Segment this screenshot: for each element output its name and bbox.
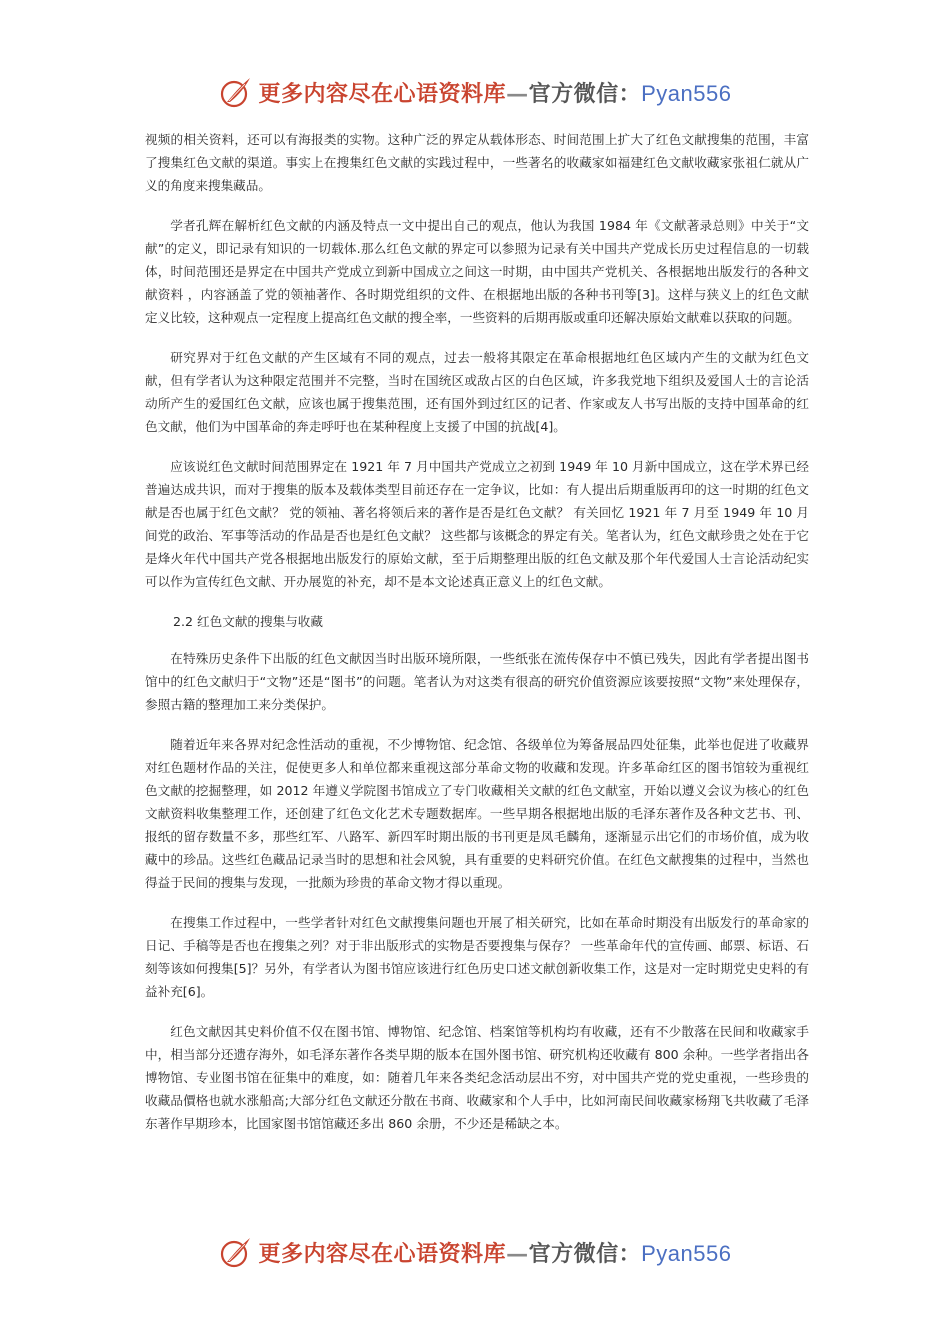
footer-banner bbox=[0, 1232, 950, 1272]
paragraph-5: 在特殊历史条件下出版的红色文献因当时出版环境所限，一些纸张在流传保存中不慎已残失，因此有学者提出图书馆中的红色文献归于“文物”还是“图书”的问题。笔者认为对这类有很高的研究价值资源应该要按照“文物”来处理保存，参照古籍的整理加工来分类保护。 bbox=[145, 651, 809, 712]
banner-title: 更多内容尽在心语资料库—官方微信：Pyan556 bbox=[258, 1240, 732, 1267]
document-body bbox=[145, 128, 809, 1152]
header-banner bbox=[0, 72, 950, 112]
banner-title: 更多内容尽在心语资料库—官方微信：Pyan556 bbox=[258, 80, 732, 107]
paragraph-6: 随着近年来各界对纪念性活动的重视，不少博物馆、纪念馆、各级单位为筹备展品四处征集，此举也促进了收藏界对红色题材作品的关注，促使更多人和单位都来重视这部分革命文物的收藏和发现。许多革命红区的图书馆较为重视红色文献的挖掘整理，如 2012 年遵义学院图书馆成立了专门收藏相关文献的红色文献室，开始以遵义会议为核心的红色文献资料收集整理工作，还创建了红色文化艺术专题数据库。一些早期各根据地出版的毛泽东著作及各种文艺书、刊、报纸的留存数量不多，那些红军、八路军、新四军时期出版的书刊更是凤毛麟角，逐渐显示出它们的市场价值，成为收藏中的珍品。这些红色藏品记录当时的思想和社会风貌，具有重要的史料研究价值。在红色文献搜集的过程中，当然也得益于民间的搜集与发现，一批颇为珍贵的革命文物才得以重现。 bbox=[145, 737, 809, 890]
paragraph-1: 视频的相关资料，还可以有海报类的实物。这种广泛的界定从载体形态、时间范围上扩大了红色文献搜集的范围，丰富了搜集红色文献的渠道。事实上在搜集红色文献的实践过程中，一些著名的收藏家如福建红色文献收藏家张祖仁就从广义的角度来搜集藏品。 bbox=[145, 132, 809, 193]
section-heading-2-2: 2.2 红色文献的搜集与收藏 bbox=[173, 614, 323, 629]
paragraph-8: 红色文献因其史料价值不仅在图书馆、博物馆、纪念馆、档案馆等机构均有收藏，还有不少散落在民间和收藏家手中，相当部分还遗存海外，如毛泽东著作各类早期的版本在国外图书馆、研究机构还收藏有 800 余种。一些学者指出各博物馆、专业图书馆在征集中的难度，如：随着几年来各类纪念活动层出不穷，对中国共产党的党史重视，一些珍贵的收藏品價格也就水涨船高;大部分红色文献还分散在书商、收藏家和个人手中，比如河南民间收藏家杨翔飞共收藏了毛泽东著作早期珍本，比国家图书馆馆藏还多出 860 余册，不少还是稀缺之本。 bbox=[145, 1024, 809, 1131]
paragraph-2: 学者孔辉在解析红色文献的内涵及特点一文中提出自己的观点，他认为我国 1984 年《文献著录总则》中关于“文献”的定义，即记录有知识的一切载体.那么红色文献的界定可以参照为记录有关中国共产党成长历史过程信息的一切载体，时间范围还是界定在中国共产党成立到新中国成立之间这一时期，由中国共产党机关、各根据地出版发行的各种文献资料 ，内容涵盖了党的领袖著作、各时期党组织的文件、在根据地出版的各种书刊等[3]。这样与狭义上的红色文献定义比较，这种观点一定程度上提高红色文献的搜全率，一些资料的后期再版或重印还解决原始文献难以获取的问题。 bbox=[145, 218, 809, 325]
paragraph-7: 在搜集工作过程中，一些学者针对红色文献搜集问题也开展了相关研究，比如在革命时期没有出版发行的革命家的日记、手稿等是否也在搜集之列？对于非出版形式的实物是否要搜集与保存？ 一些革命年代的宣传画、邮票、标语、石刻等该如何搜集[5]？另外，有学者认为图书馆应该进行红色历史口述文献创新收集工作，这是对一定时期党史史料的有益补充[6]。 bbox=[145, 915, 809, 999]
paragraph-4: 应该说红色文献时间范围界定在 1921 年 7 月中国共产党成立之初到 1949 年 10 月新中国成立，这在学术界已经普遍达成共识，而对于搜集的版本及载体类型目前还存在一定争议，比如：有人提出后期重版再印的这一时期的红色文献是否也属于红色文献？ 党的领袖、著名将领后来的著作是否是红色文献？ 有关回忆 1921 年 7 月至 1949 年 10 月间党的政治、军事等活动的作品是否也是红色文献？ 这些都与该概念的界定有关。笔者认为，红色文献珍贵之处在于它是烽火年代中国共产党各根据地出版发行的原始文献，至于后期整理出版的红色文献及那个年代爱国人士言论活动纪实可以作为宣传红色文献、开办展览的补充，却不是本文论述真正意义上的红色文献。 bbox=[145, 459, 809, 589]
paragraph-3: 研究界对于红色文献的产生区域有不同的观点，过去一般将其限定在革命根据地红色区域内产生的文献为红色文献，但有学者认为这种限定范围并不完整，当时在国统区或敌占区的白色区域，许多我党地下组织及爱国人士的言论活动所产生的爱国红色文献，应该也属于搜集范围，还有国外到过红区的记者、作家或友人书写出版的支持中国革命的红色文献，他们为中国革命的奔走呼吁也在某种程度上支援了中国的抗战[4]。 bbox=[145, 350, 809, 434]
feather-pen-logo-icon bbox=[219, 75, 253, 109]
feather-pen-logo-icon bbox=[219, 1235, 253, 1269]
